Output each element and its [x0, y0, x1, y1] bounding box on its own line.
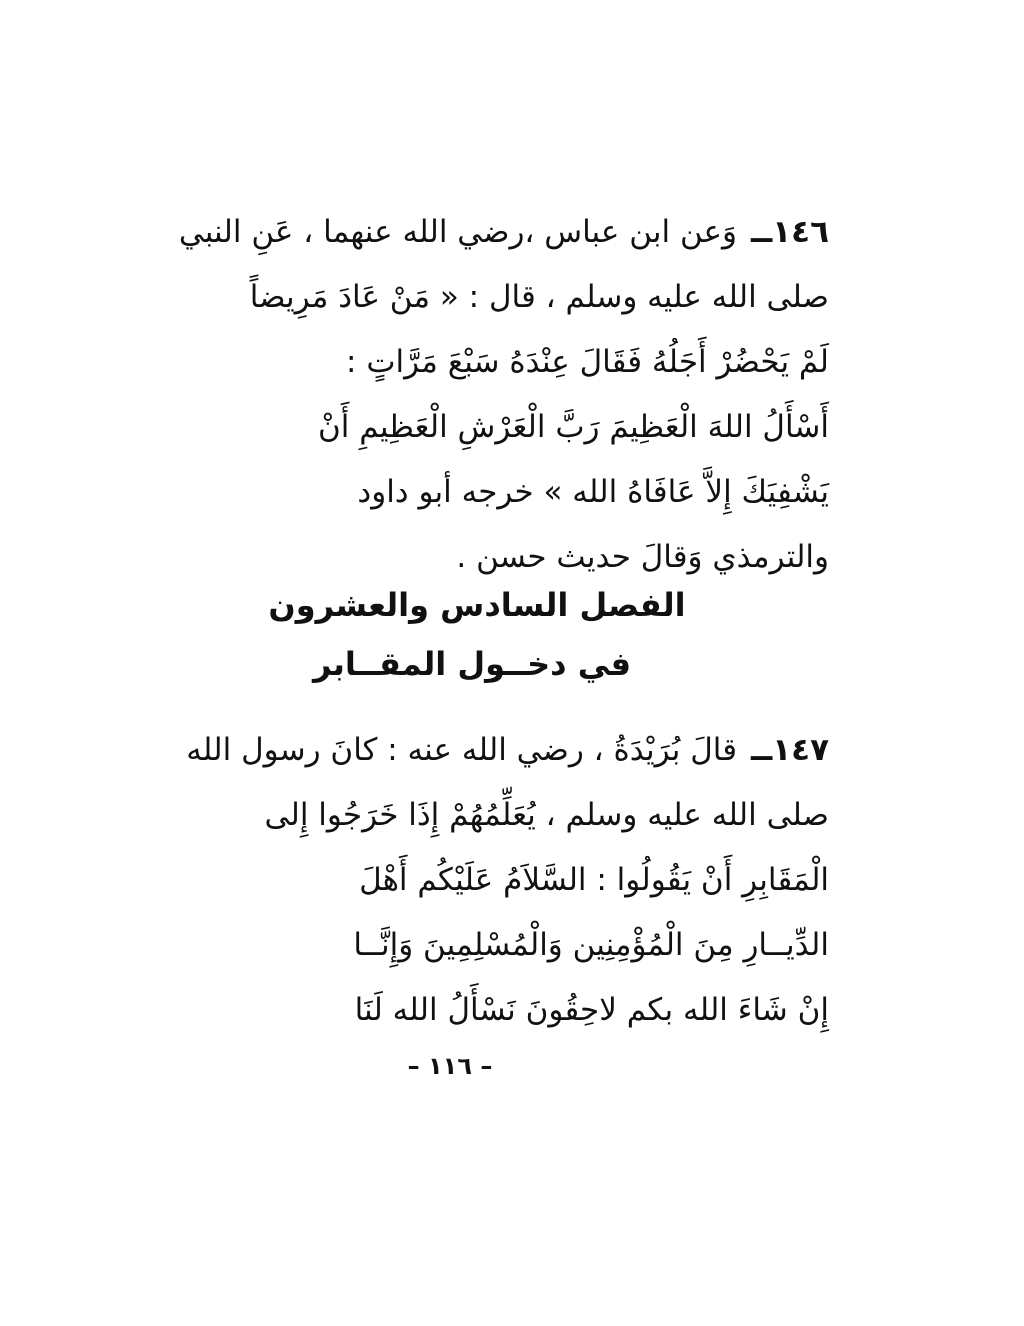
hadith-line: لَمْ يَحْضُرْ أَجَلُهُ فَقَالَ عِنْدَهُ سَبْعَ مَرَّاتٍ :	[346, 344, 829, 380]
hadith-line	[178, 200, 829, 265]
hadith-146-paragraph	[178, 200, 829, 590]
hadith-line	[186, 718, 829, 783]
hadith-line: يَشْفِيَكَ إِلاَّ عَافَاهُ الله » خرجه أبو داود	[357, 474, 829, 510]
hadith-line: الدِّيــارِ مِنَ الْمُؤْمِنِين وَالْمُسْلِمِينَ وَإِنَّــا	[353, 927, 829, 963]
section-subtitle: في دخــول المقــابر	[312, 645, 632, 683]
page-number: – ١١٦ –	[407, 1052, 493, 1080]
hadith-text: قالَ بُرَيْدَةُ ، رضي الله عنه : كانَ رسول الله	[186, 732, 738, 768]
hadith-line: إِنْ شَاءَ الله بكم لاحِقُونَ نَسْأَلُ الله لَنَا	[354, 992, 829, 1028]
hadith-number: ١٤٦ــ	[751, 214, 829, 250]
hadith-line: صلى الله عليه وسلم ، يُعَلِّمُهُمْ إِذَا خَرَجُوا إِلى	[264, 797, 829, 833]
section-title: الفصل السادس والعشرون	[268, 586, 686, 624]
hadith-line: صلى الله عليه وسلم ، قال : « مَنْ عَادَ مَرِيضاً	[249, 279, 829, 315]
hadith-text: وَعن ابن عباس ،رضي الله عنهما ، عَنِ النبي	[178, 214, 738, 250]
hadith-number: ١٤٧ــ	[751, 732, 829, 768]
hadith-line: الْمَقَابِرِ أَنْ يَقُولُوا : السَّلاَمُ عَلَيْكُم أَهْلَ	[359, 862, 829, 898]
hadith-147-paragraph	[186, 718, 829, 1043]
hadith-line: والترمذي وَقالَ حديث حسن .	[456, 539, 829, 575]
hadith-line: أَسْأَلُ اللهَ الْعَظِيمَ رَبَّ الْعَرْشِ الْعَظِيمِ أَنْ	[318, 409, 829, 445]
